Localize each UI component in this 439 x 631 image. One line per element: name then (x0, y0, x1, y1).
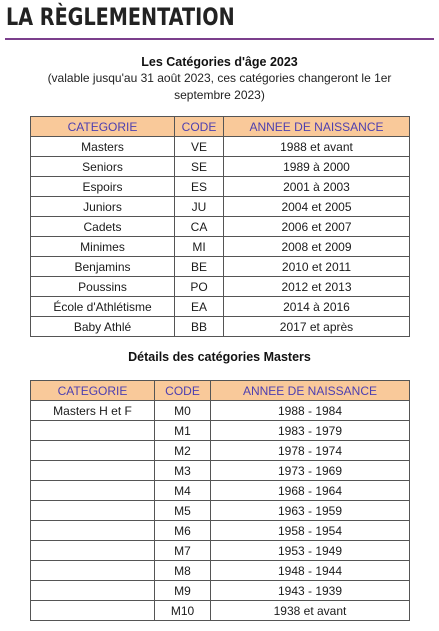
column-header-code: CODE (175, 117, 224, 137)
cell-annee: 2006 et 2007 (224, 217, 410, 237)
cell-categorie (31, 461, 155, 481)
cell-categorie: Minimes (31, 237, 175, 257)
cell-categorie (31, 441, 155, 461)
table-row (31, 197, 410, 217)
table-row (31, 541, 410, 561)
cell-code: BB (175, 317, 224, 337)
table-row (31, 217, 410, 237)
cell-annee: 1978 - 1974 (211, 441, 410, 461)
cell-annee: 2012 et 2013 (224, 277, 410, 297)
column-header-categorie: CATEGORIE (31, 381, 155, 401)
cell-categorie: Cadets (31, 217, 175, 237)
cell-categorie: Juniors (31, 197, 175, 217)
cell-annee: 1938 et avant (211, 601, 410, 621)
table-row (31, 297, 410, 317)
cell-annee: 1948 - 1944 (211, 561, 410, 581)
cell-categorie: Espoirs (31, 177, 175, 197)
cell-code: M7 (155, 541, 211, 561)
cell-code: M8 (155, 561, 211, 581)
cell-code: VE (175, 137, 224, 157)
column-header-annee: ANNEE DE NAISSANCE (211, 381, 410, 401)
cell-categorie (31, 521, 155, 541)
cell-annee: 1988 - 1984 (211, 401, 410, 421)
cell-categorie (31, 501, 155, 521)
table-row (31, 461, 410, 481)
cell-annee: 1963 - 1959 (211, 501, 410, 521)
cell-code: M4 (155, 481, 211, 501)
cell-code: EA (175, 297, 224, 317)
table-row (31, 581, 410, 601)
cell-code: M9 (155, 581, 211, 601)
cell-annee: 2008 et 2009 (224, 237, 410, 257)
column-header-categorie: CATEGORIE (31, 117, 175, 137)
table-row (31, 481, 410, 501)
cell-annee: 1968 - 1964 (211, 481, 410, 501)
cell-categorie: Benjamins (31, 257, 175, 277)
table-row (31, 277, 410, 297)
table-header-row (31, 117, 410, 137)
table-row (31, 601, 410, 621)
table-row (31, 257, 410, 277)
cell-categorie: Masters (31, 137, 175, 157)
column-header-code: CODE (155, 381, 211, 401)
cell-annee: 2001 à 2003 (224, 177, 410, 197)
cell-annee: 1989 à 2000 (224, 157, 410, 177)
age-categories-table (30, 116, 410, 337)
cell-annee: 2010 et 2011 (224, 257, 410, 277)
cell-code: ES (175, 177, 224, 197)
age-categories-body (31, 137, 410, 337)
age-categories-heading: Les Catégories d'âge 2023 (141, 55, 298, 69)
masters-details-heading: Détails des catégories Masters (128, 350, 311, 364)
cell-categorie (31, 561, 155, 581)
table-header-row (31, 381, 410, 401)
cell-categorie: Baby Athlé (31, 317, 175, 337)
cell-annee: 2017 et après (224, 317, 410, 337)
cell-categorie (31, 421, 155, 441)
column-header-annee: ANNEE DE NAISSANCE (224, 117, 410, 137)
cell-annee: 1983 - 1979 (211, 421, 410, 441)
cell-code: M2 (155, 441, 211, 461)
cell-annee: 1973 - 1969 (211, 461, 410, 481)
cell-code: MI (175, 237, 224, 257)
cell-code: M0 (155, 401, 211, 421)
cell-code: M1 (155, 421, 211, 441)
cell-code: JU (175, 197, 224, 217)
cell-categorie (31, 581, 155, 601)
cell-categorie: Masters H et F (31, 401, 155, 421)
age-categories-note: (valable jusqu'au 31 août 2023, ces catégories changeront le 1er septembre 2023) (47, 71, 392, 102)
table-row (31, 401, 410, 421)
table-row (31, 441, 410, 461)
cell-code: M6 (155, 521, 211, 541)
table-row (31, 521, 410, 541)
masters-details-body (31, 401, 410, 621)
table-row (31, 501, 410, 521)
cell-annee: 2004 et 2005 (224, 197, 410, 217)
table-row (31, 177, 410, 197)
cell-annee: 1953 - 1949 (211, 541, 410, 561)
cell-annee: 1988 et avant (224, 137, 410, 157)
table-row (31, 237, 410, 257)
table-row (31, 157, 410, 177)
cell-code: M3 (155, 461, 211, 481)
table-row (31, 421, 410, 441)
cell-code: SE (175, 157, 224, 177)
cell-categorie (31, 601, 155, 621)
title-divider (5, 38, 434, 40)
cell-code: BE (175, 257, 224, 277)
table-row (31, 561, 410, 581)
cell-categorie (31, 481, 155, 501)
cell-categorie: Poussins (31, 277, 175, 297)
cell-categorie: Seniors (31, 157, 175, 177)
table-row (31, 317, 410, 337)
cell-annee: 1943 - 1939 (211, 581, 410, 601)
cell-annee: 2014 à 2016 (224, 297, 410, 317)
cell-categorie: École d'Athlétisme (31, 297, 175, 317)
table-row (31, 137, 410, 157)
page-title: LA RÈGLEMENTATION (6, 3, 235, 31)
cell-annee: 1958 - 1954 (211, 521, 410, 541)
cell-categorie (31, 541, 155, 561)
cell-code: PO (175, 277, 224, 297)
cell-code: M10 (155, 601, 211, 621)
cell-code: CA (175, 217, 224, 237)
masters-details-table (30, 380, 410, 621)
cell-code: M5 (155, 501, 211, 521)
